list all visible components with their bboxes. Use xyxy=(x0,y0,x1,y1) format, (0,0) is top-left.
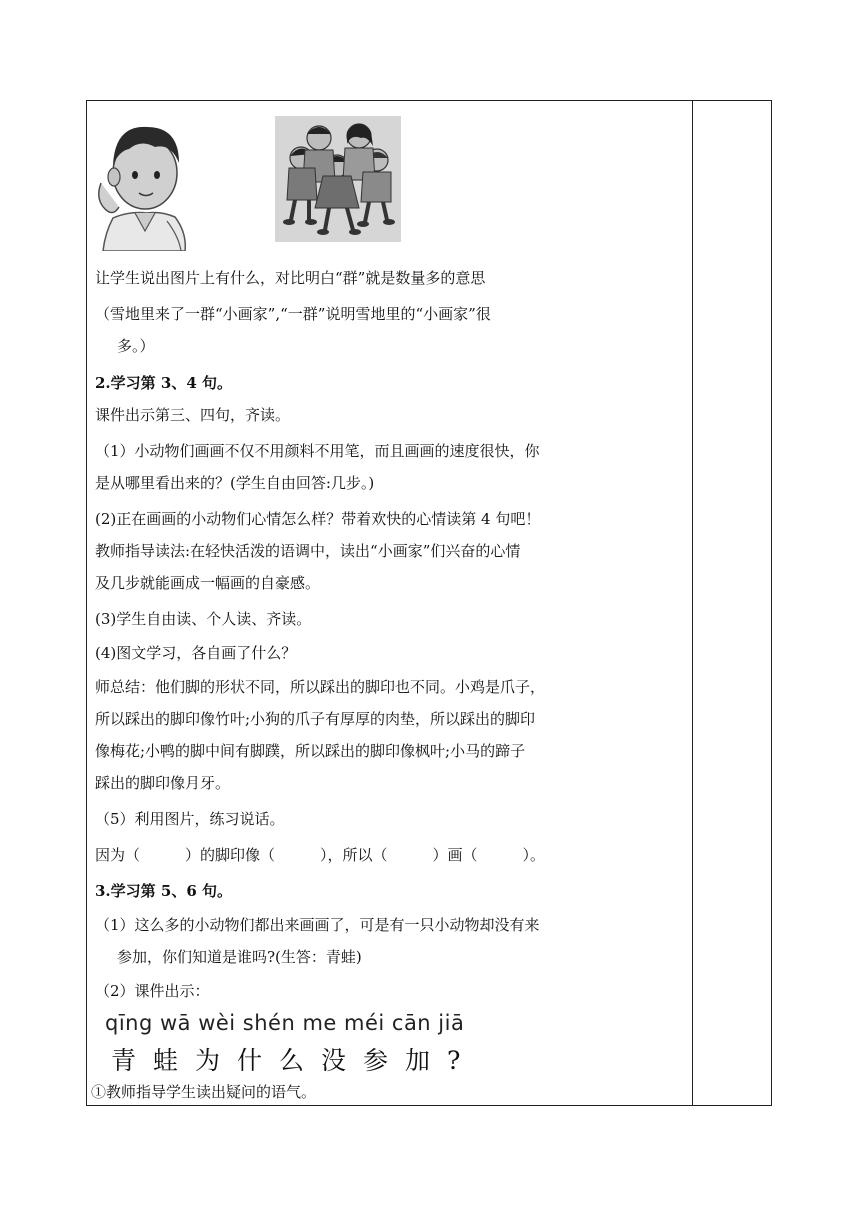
summary-line-4: 踩出的脚印像月牙。 xyxy=(95,774,231,792)
column-divider xyxy=(692,101,693,1105)
summary-line-2: 所以踩出的脚印像竹叶;小狗的爪子有厚厚的肉垫，所以踩出的脚印 xyxy=(95,710,536,728)
explain-line-1: （雪地里来了一群“小画家”,“一群”说明雪地里的“小画家”很 xyxy=(95,305,491,323)
question-4-line: (4)图文学习，各自画了什么？ xyxy=(95,644,297,662)
section-2-heading: 2.学习第 3、4 句。 xyxy=(95,374,232,392)
hanzi-line: 青蛙为什么没参加? xyxy=(111,1046,478,1075)
section-3-heading: 3.学习第 5、6 句。 xyxy=(95,882,232,900)
last-line: ①教师指导学生读出疑问的语气。 xyxy=(91,1083,317,1101)
guide-line-2: 及几步就能画成一幅画的自豪感。 xyxy=(95,574,321,592)
thinking-boy-illustration xyxy=(95,113,187,251)
section-3-question-2-line: （2）课件出示： xyxy=(95,982,210,1000)
question-1-line-2: 是从哪里看出来的？(学生自由回答:几步。) xyxy=(95,474,375,492)
intro-line: 让学生说出图片上有什么，对比明白“群”就是数量多的意思 xyxy=(95,269,486,287)
question-2-line: (2)正在画画的小动物们心情怎么样？带着欢快的心情读第 4 句吧！ xyxy=(95,510,541,528)
summary-line-3: 像梅花;小鸭的脚中间有脚蹼，所以踩出的脚印像枫叶;小马的蹄子 xyxy=(95,742,526,760)
section-3-question-1-line-2: 参加，你们知道是谁吗?(生答：青蛙) xyxy=(117,948,362,966)
content-cell xyxy=(87,101,692,1105)
courseware-line: 课件出示第三、四句，齐读。 xyxy=(95,406,291,424)
group-of-children-illustration xyxy=(275,116,401,242)
section-3-question-1-line-1: （1）这么多的小动物们都出来画画了，可是有一只小动物却没有来 xyxy=(95,916,540,934)
explain-line-2: 多。） xyxy=(117,337,155,355)
pinyin-line: qīng wā wèi shén me méi cān jiā xyxy=(105,1011,465,1035)
summary-line-1: 师总结：他们脚的形状不同，所以踩出的脚印也不同。小鸡是爪子， xyxy=(95,678,546,696)
question-1-line-1: （1）小动物们画画不仅不用颜料不用笔，而且画画的速度很快，你 xyxy=(95,442,540,460)
question-5-line: （5）利用图片，练习说话。 xyxy=(95,810,285,828)
guide-line-1: 教师指导读法:在轻快活泼的语调中，读出“小画家”们兴奋的心情 xyxy=(95,542,521,560)
question-3-line: (3)学生自由读、个人读、齐读。 xyxy=(95,610,312,628)
fill-blank-line: 因为（ ）的脚印像（ ），所以（ ）画（ ）。 xyxy=(95,846,546,864)
lesson-table xyxy=(86,100,772,1106)
